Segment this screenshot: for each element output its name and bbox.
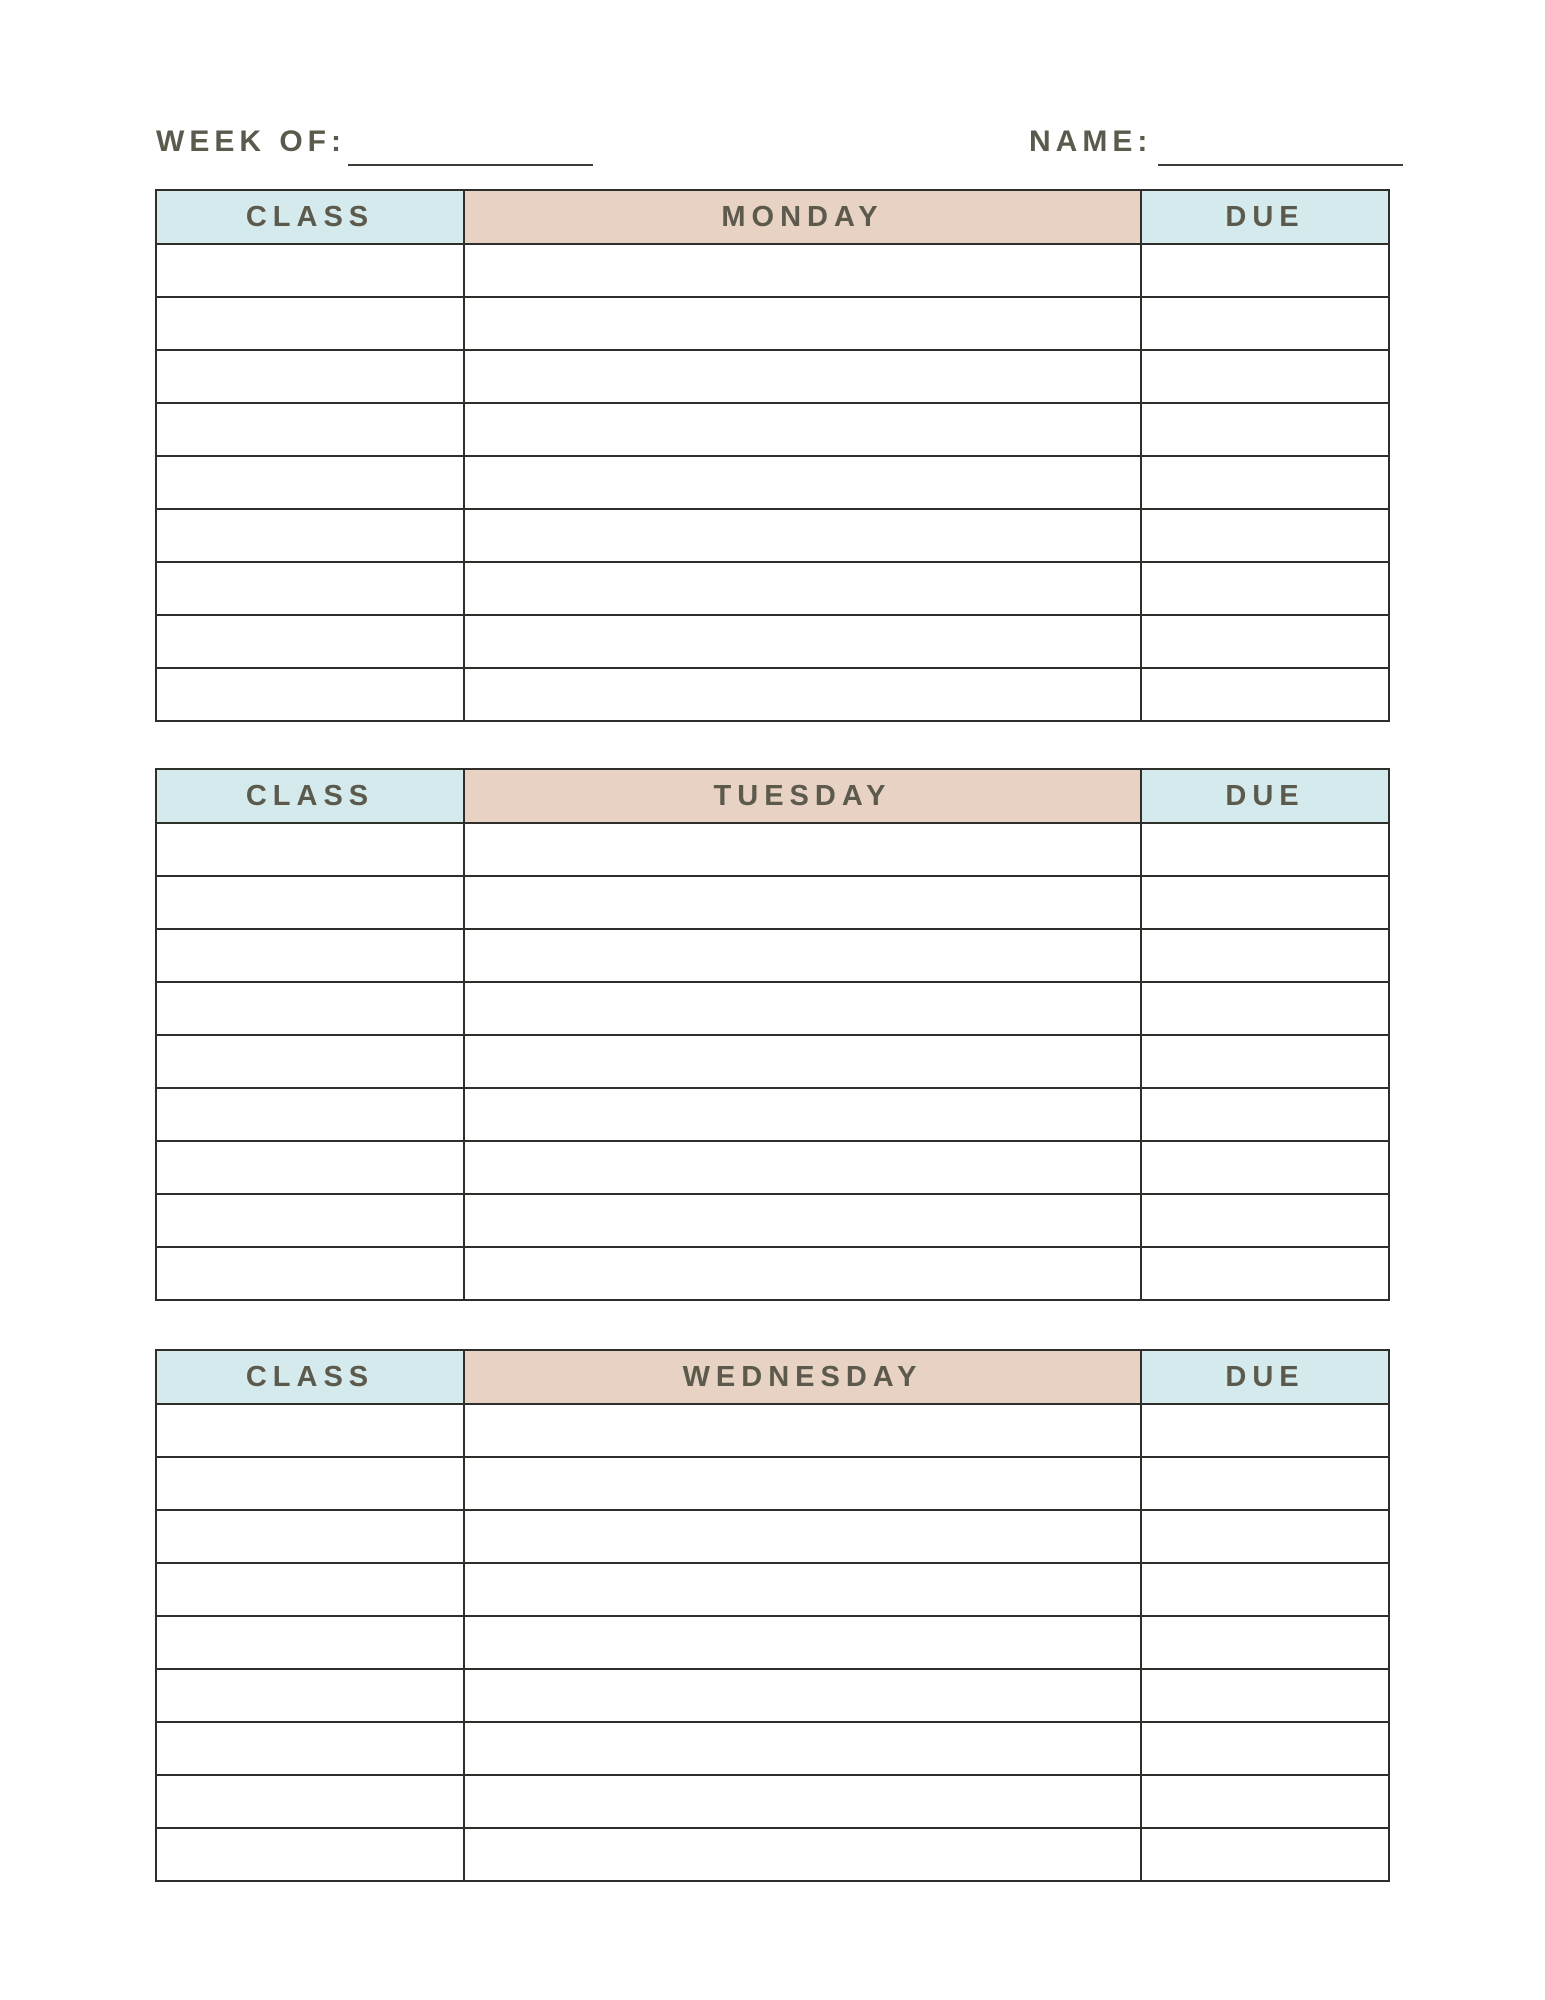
due-cell[interactable] <box>1141 1088 1389 1141</box>
assignment-cell[interactable] <box>464 350 1141 403</box>
table-row <box>156 1194 1389 1247</box>
assignment-cell[interactable] <box>464 1194 1141 1247</box>
class-cell[interactable] <box>156 1722 464 1775</box>
due-cell[interactable] <box>1141 1404 1389 1457</box>
day-column-header-monday: MONDAY <box>464 190 1141 244</box>
monday-table <box>155 189 1390 722</box>
class-column-header: CLASS <box>156 769 464 823</box>
due-cell[interactable] <box>1141 982 1389 1035</box>
class-cell[interactable] <box>156 876 464 929</box>
due-cell[interactable] <box>1141 1141 1389 1194</box>
table-row <box>156 297 1389 350</box>
assignment-cell[interactable] <box>464 1510 1141 1563</box>
due-cell[interactable] <box>1141 876 1389 929</box>
name-input-line[interactable] <box>1158 124 1403 166</box>
due-column-header: DUE <box>1141 1350 1389 1404</box>
assignment-cell[interactable] <box>464 876 1141 929</box>
due-cell[interactable] <box>1141 823 1389 876</box>
table-row <box>156 1828 1389 1881</box>
assignment-cell[interactable] <box>464 1247 1141 1300</box>
class-cell[interactable] <box>156 297 464 350</box>
due-cell[interactable] <box>1141 403 1389 456</box>
class-cell[interactable] <box>156 982 464 1035</box>
table-row <box>156 1616 1389 1669</box>
table-row <box>156 1035 1389 1088</box>
table-row <box>156 1669 1389 1722</box>
due-cell[interactable] <box>1141 1194 1389 1247</box>
table-row <box>156 876 1389 929</box>
assignment-cell[interactable] <box>464 1563 1141 1616</box>
table-row <box>156 1775 1389 1828</box>
class-cell[interactable] <box>156 1088 464 1141</box>
tuesday-table <box>155 768 1390 1301</box>
week-of-field <box>156 122 593 166</box>
due-cell[interactable] <box>1141 1510 1389 1563</box>
class-cell[interactable] <box>156 244 464 297</box>
table-row <box>156 1088 1389 1141</box>
due-column-header: DUE <box>1141 769 1389 823</box>
table-header-row <box>156 190 1389 244</box>
table-row <box>156 350 1389 403</box>
class-cell[interactable] <box>156 615 464 668</box>
table-header-row <box>156 1350 1389 1404</box>
due-cell[interactable] <box>1141 1457 1389 1510</box>
table-row <box>156 823 1389 876</box>
name-field <box>1029 122 1403 166</box>
class-cell[interactable] <box>156 509 464 562</box>
class-cell[interactable] <box>156 1457 464 1510</box>
class-cell[interactable] <box>156 1510 464 1563</box>
class-cell[interactable] <box>156 456 464 509</box>
table-row <box>156 668 1389 721</box>
table-row <box>156 1247 1389 1300</box>
table-row <box>156 982 1389 1035</box>
due-cell[interactable] <box>1141 1722 1389 1775</box>
table-row <box>156 1510 1389 1563</box>
due-cell[interactable] <box>1141 297 1389 350</box>
assignment-cell[interactable] <box>464 562 1141 615</box>
assignment-cell[interactable] <box>464 1828 1141 1881</box>
due-cell[interactable] <box>1141 1669 1389 1722</box>
table-row <box>156 1563 1389 1616</box>
assignment-cell[interactable] <box>464 668 1141 721</box>
assignment-cell[interactable] <box>464 456 1141 509</box>
due-cell[interactable] <box>1141 668 1389 721</box>
due-cell[interactable] <box>1141 244 1389 297</box>
due-column-header: DUE <box>1141 190 1389 244</box>
week-of-label: WEEK OF: <box>156 125 346 158</box>
due-cell[interactable] <box>1141 1775 1389 1828</box>
name-label: NAME: <box>1029 125 1153 158</box>
class-column-header: CLASS <box>156 190 464 244</box>
class-cell[interactable] <box>156 1563 464 1616</box>
class-cell[interactable] <box>156 1828 464 1881</box>
assignment-cell[interactable] <box>464 403 1141 456</box>
due-cell[interactable] <box>1141 1247 1389 1300</box>
table-row <box>156 562 1389 615</box>
due-cell[interactable] <box>1141 1828 1389 1881</box>
assignment-cell[interactable] <box>464 1669 1141 1722</box>
due-cell[interactable] <box>1141 509 1389 562</box>
table-row <box>156 456 1389 509</box>
due-cell[interactable] <box>1141 562 1389 615</box>
class-cell[interactable] <box>156 403 464 456</box>
class-cell[interactable] <box>156 350 464 403</box>
assignment-cell[interactable] <box>464 1404 1141 1457</box>
assignment-cell[interactable] <box>464 929 1141 982</box>
table-row <box>156 1722 1389 1775</box>
table-row <box>156 509 1389 562</box>
class-column-header: CLASS <box>156 1350 464 1404</box>
table-row <box>156 929 1389 982</box>
due-cell[interactable] <box>1141 615 1389 668</box>
table-row <box>156 615 1389 668</box>
assignment-cell[interactable] <box>464 823 1141 876</box>
assignment-cell[interactable] <box>464 244 1141 297</box>
assignment-cell[interactable] <box>464 1088 1141 1141</box>
wednesday-table <box>155 1349 1390 1882</box>
due-cell[interactable] <box>1141 1563 1389 1616</box>
table-row <box>156 1457 1389 1510</box>
assignment-cell[interactable] <box>464 1141 1141 1194</box>
class-cell[interactable] <box>156 668 464 721</box>
due-cell[interactable] <box>1141 456 1389 509</box>
assignment-cell[interactable] <box>464 1616 1141 1669</box>
assignment-cell[interactable] <box>464 297 1141 350</box>
table-row <box>156 1404 1389 1457</box>
class-cell[interactable] <box>156 1404 464 1457</box>
class-cell[interactable] <box>156 1035 464 1088</box>
table-row <box>156 403 1389 456</box>
assignment-cell[interactable] <box>464 1722 1141 1775</box>
assignment-cell[interactable] <box>464 982 1141 1035</box>
assignment-cell[interactable] <box>464 1035 1141 1088</box>
table-body <box>156 823 1389 1300</box>
table-body <box>156 1404 1389 1881</box>
day-column-header-wednesday: WEDNESDAY <box>464 1350 1141 1404</box>
class-cell[interactable] <box>156 1616 464 1669</box>
due-cell[interactable] <box>1141 1035 1389 1088</box>
class-cell[interactable] <box>156 1194 464 1247</box>
assignment-cell[interactable] <box>464 1775 1141 1828</box>
assignment-cell[interactable] <box>464 615 1141 668</box>
table-row <box>156 244 1389 297</box>
table-body <box>156 244 1389 721</box>
day-column-header-tuesday: TUESDAY <box>464 769 1141 823</box>
assignment-cell[interactable] <box>464 1457 1141 1510</box>
assignment-cell[interactable] <box>464 509 1141 562</box>
class-cell[interactable] <box>156 823 464 876</box>
class-cell[interactable] <box>156 1775 464 1828</box>
due-cell[interactable] <box>1141 929 1389 982</box>
table-row <box>156 1141 1389 1194</box>
class-cell[interactable] <box>156 929 464 982</box>
due-cell[interactable] <box>1141 350 1389 403</box>
class-cell[interactable] <box>156 1669 464 1722</box>
week-of-input-line[interactable] <box>348 124 593 166</box>
class-cell[interactable] <box>156 1141 464 1194</box>
due-cell[interactable] <box>1141 1616 1389 1669</box>
class-cell[interactable] <box>156 562 464 615</box>
table-header-row <box>156 769 1389 823</box>
class-cell[interactable] <box>156 1247 464 1300</box>
